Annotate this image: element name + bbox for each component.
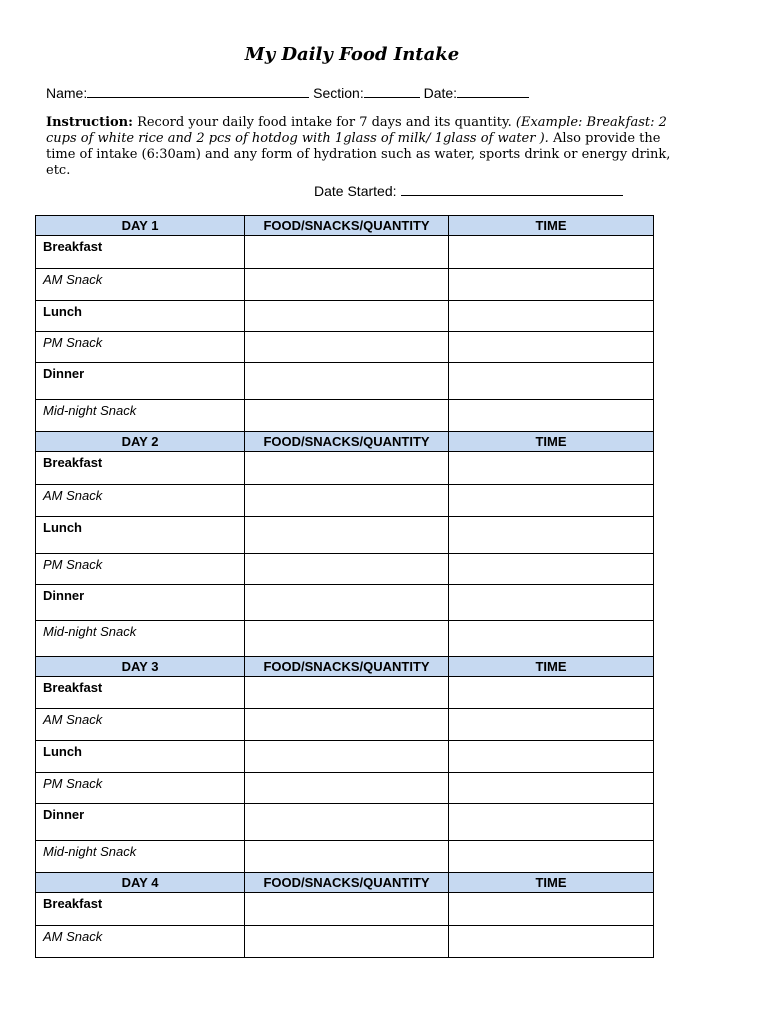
food-column-header: FOOD/SNACKS/QUANTITY [245,873,449,893]
instruction-text: Record your daily food intake for 7 days and its quantity. [137,115,512,130]
section-label: Section: [313,85,364,101]
date-field[interactable] [457,83,529,98]
food-log-table [35,215,654,958]
meal-row [36,269,654,301]
day-header-row [36,216,654,236]
page-title: My Daily Food Intake [244,44,460,65]
time-entry-cell[interactable] [449,804,654,841]
day-label: DAY 3 [36,657,245,677]
meal-row [36,554,654,585]
meal-label: Lunch [36,741,245,773]
meal-label: AM Snack [36,709,245,741]
time-entry-cell[interactable] [449,621,654,657]
food-entry-cell[interactable] [245,741,449,773]
day-label: DAY 1 [36,216,245,236]
instruction-example: (Example: Breakfast: 2 cups of white rice and 2 pcs of hotdog with 1glass of milk/ 1glass of water ). [46,115,667,146]
meal-label: Dinner [36,363,245,400]
meal-label: PM Snack [36,773,245,804]
meal-label: Mid-night Snack [36,621,245,657]
student-info-fields [46,83,529,101]
meal-label: Breakfast [36,677,245,709]
meal-row [36,804,654,841]
food-entry-cell[interactable] [245,709,449,741]
time-entry-cell[interactable] [449,363,654,400]
meal-row [36,517,654,554]
food-column-header: FOOD/SNACKS/QUANTITY [245,657,449,677]
meal-row [36,926,654,958]
food-entry-cell[interactable] [245,773,449,804]
meal-row [36,485,654,517]
time-entry-cell[interactable] [449,677,654,709]
meal-label: Lunch [36,301,245,332]
meal-label: AM Snack [36,485,245,517]
food-entry-cell[interactable] [245,301,449,332]
meal-row [36,841,654,873]
food-entry-cell[interactable] [245,485,449,517]
day-label: DAY 4 [36,873,245,893]
time-column-header: TIME [449,432,654,452]
instruction-hydration-text: Also provide the time of intake (6:30am) and any form of hydration such as water, sports drink or energy drink, etc. [46,131,671,178]
food-entry-cell[interactable] [245,893,449,926]
day-header-row [36,432,654,452]
date-label: Date: [423,85,458,101]
meal-label: Breakfast [36,893,245,926]
meal-label: Dinner [36,585,245,621]
meal-label: AM Snack [36,269,245,301]
meal-label: Dinner [36,804,245,841]
time-entry-cell[interactable] [449,236,654,269]
time-entry-cell[interactable] [449,301,654,332]
date-started-field[interactable] [401,181,623,196]
food-entry-cell[interactable] [245,621,449,657]
time-entry-cell[interactable] [449,517,654,554]
time-entry-cell[interactable] [449,452,654,485]
meal-label: Lunch [36,517,245,554]
food-entry-cell[interactable] [245,400,449,432]
time-entry-cell[interactable] [449,485,654,517]
day-header-row [36,873,654,893]
day-label: DAY 2 [36,432,245,452]
time-entry-cell[interactable] [449,893,654,926]
time-column-header: TIME [449,657,654,677]
meal-row [36,709,654,741]
meal-row [36,677,654,709]
food-entry-cell[interactable] [245,926,449,958]
time-entry-cell[interactable] [449,585,654,621]
time-entry-cell[interactable] [449,926,654,958]
time-entry-cell[interactable] [449,269,654,301]
meal-label: Breakfast [36,236,245,269]
meal-label: PM Snack [36,554,245,585]
name-label: Name: [46,85,88,101]
meal-row [36,452,654,485]
time-entry-cell[interactable] [449,741,654,773]
time-entry-cell[interactable] [449,709,654,741]
time-column-header: TIME [449,873,654,893]
date-started [314,181,623,199]
food-entry-cell[interactable] [245,452,449,485]
meal-row [36,741,654,773]
food-entry-cell[interactable] [245,841,449,873]
time-entry-cell[interactable] [449,400,654,432]
time-entry-cell[interactable] [449,332,654,363]
time-column-header: TIME [449,216,654,236]
food-entry-cell[interactable] [245,332,449,363]
food-column-header: FOOD/SNACKS/QUANTITY [245,216,449,236]
meal-row [36,363,654,400]
meal-row [36,236,654,269]
instruction-paragraph [46,115,678,179]
meal-row [36,893,654,926]
meal-label: Mid-night Snack [36,841,245,873]
date-started-label: Date Started: [314,183,397,199]
food-entry-cell[interactable] [245,677,449,709]
time-entry-cell[interactable] [449,773,654,804]
meal-row [36,621,654,657]
food-column-header: FOOD/SNACKS/QUANTITY [245,432,449,452]
meal-label: AM Snack [36,926,245,958]
food-entry-cell[interactable] [245,804,449,841]
section-field[interactable] [364,83,420,98]
meal-label: Mid-night Snack [36,400,245,432]
meal-row [36,332,654,363]
food-entry-cell[interactable] [245,585,449,621]
time-entry-cell[interactable] [449,554,654,585]
meal-row [36,585,654,621]
food-entry-cell[interactable] [245,517,449,554]
meal-label: Breakfast [36,452,245,485]
food-entry-cell[interactable] [245,363,449,400]
food-entry-cell[interactable] [245,236,449,269]
food-entry-cell[interactable] [245,554,449,585]
name-field[interactable] [87,83,309,98]
time-entry-cell[interactable] [449,841,654,873]
instruction-label: Instruction: [46,115,133,130]
meal-row [36,301,654,332]
meal-row [36,400,654,432]
day-header-row [36,657,654,677]
meal-row [36,773,654,804]
food-entry-cell[interactable] [245,269,449,301]
meal-label: PM Snack [36,332,245,363]
